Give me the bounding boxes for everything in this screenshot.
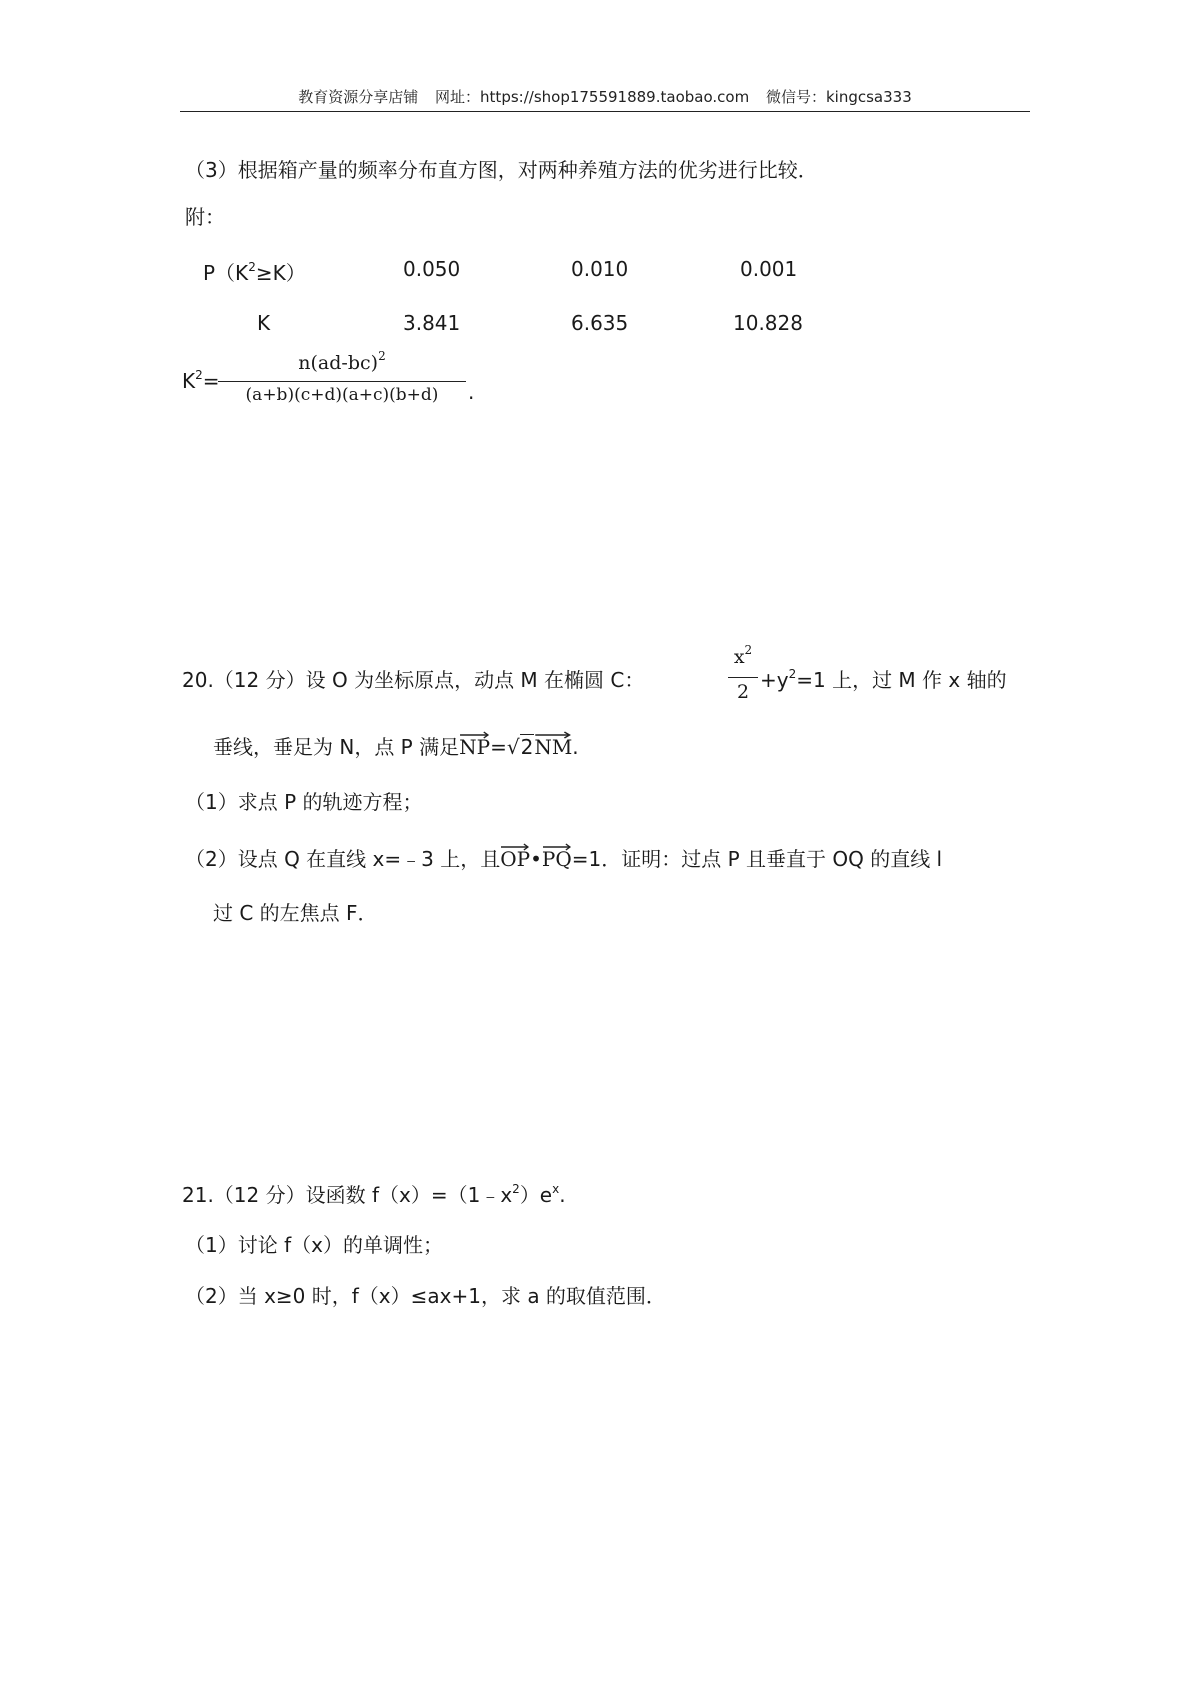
- header-url: 网址：https://shop175591889.taobao.com: [435, 88, 750, 106]
- q20-ellipse-fraction: [728, 643, 758, 710]
- table-cell-p-0001: 0.001: [740, 257, 798, 281]
- q20-part2: （2）设点 Q 在直线 x=﹣3 上，且 OP• PQ=1．证明：过点 P 且垂直于 OQ 的直线 l: [185, 849, 942, 869]
- formula-lhs: $K^2=$: [182, 368, 220, 393]
- header-shop-name: 教育资源分享店铺: [298, 88, 419, 106]
- q21-part2: （2）当 x≥0 时，f（x）≤ax+1，求 a 的取值范围．: [185, 1284, 666, 1308]
- q20-frac-numerator: $x^2$: [733, 643, 753, 668]
- formula-numerator: $n(ad-bc)^2$: [298, 349, 386, 374]
- table-cell-k-10828: 10.828: [733, 311, 803, 335]
- vector-pq: PQ: [542, 849, 572, 869]
- vector-nm: NM: [534, 737, 572, 757]
- page-header: [180, 86, 1030, 107]
- q20-part1: （1）求点 P 的轨迹方程；: [185, 790, 423, 814]
- appendix-label: 附：: [185, 205, 225, 229]
- fraction-bar: [218, 381, 466, 382]
- sqrt-two: √2: [506, 735, 534, 759]
- q21-line1: 21.（12 分）设函数 $f(x)=(1﹣x^2)e^x$.: [182, 1182, 566, 1207]
- q20-line2: 垂线，垂足为 N，点 P 满足 NP=√2 NM.: [213, 737, 579, 757]
- vector-np: NP: [459, 737, 490, 757]
- radical-sign: √: [506, 735, 520, 759]
- table-cell-p-0010: 0.010: [571, 257, 629, 281]
- header-divider: [180, 111, 1030, 112]
- table-row2-label: K: [257, 311, 271, 335]
- q21-part1: （1）讨论 f（x）的单调性；: [185, 1233, 443, 1257]
- table-cell-p-0050: 0.050: [403, 257, 461, 281]
- q20-line1-a: 20.（12 分）设 O 为坐标原点，动点 M 在椭圆 C：: [182, 668, 645, 692]
- formula-fraction: [218, 349, 466, 412]
- header-wechat: 微信号：kingcsa333: [765, 88, 912, 106]
- table-cell-k-3841: 3.841: [403, 311, 461, 335]
- q19-part3: （3）根据箱产量的频率分布直方图，对两种养殖方法的优劣进行比较．: [185, 158, 818, 182]
- table-row1-label: $P(K^2\ge K)$: [203, 260, 306, 285]
- formula-period: .: [468, 380, 475, 404]
- q20-line1-b: $+y^2=1$ 上，过 M 作 x 轴的: [760, 667, 1007, 692]
- formula-denominator: (a+b)(c+d)(a+c)(b+d): [245, 385, 439, 405]
- vector-op: OP: [500, 849, 530, 869]
- q20-frac-denominator: 2: [736, 681, 750, 703]
- table-cell-k-6635: 6.635: [571, 311, 629, 335]
- q20-frac-bar: [728, 677, 758, 678]
- q20-part2-line2: 过 C 的左焦点 F．: [213, 901, 378, 925]
